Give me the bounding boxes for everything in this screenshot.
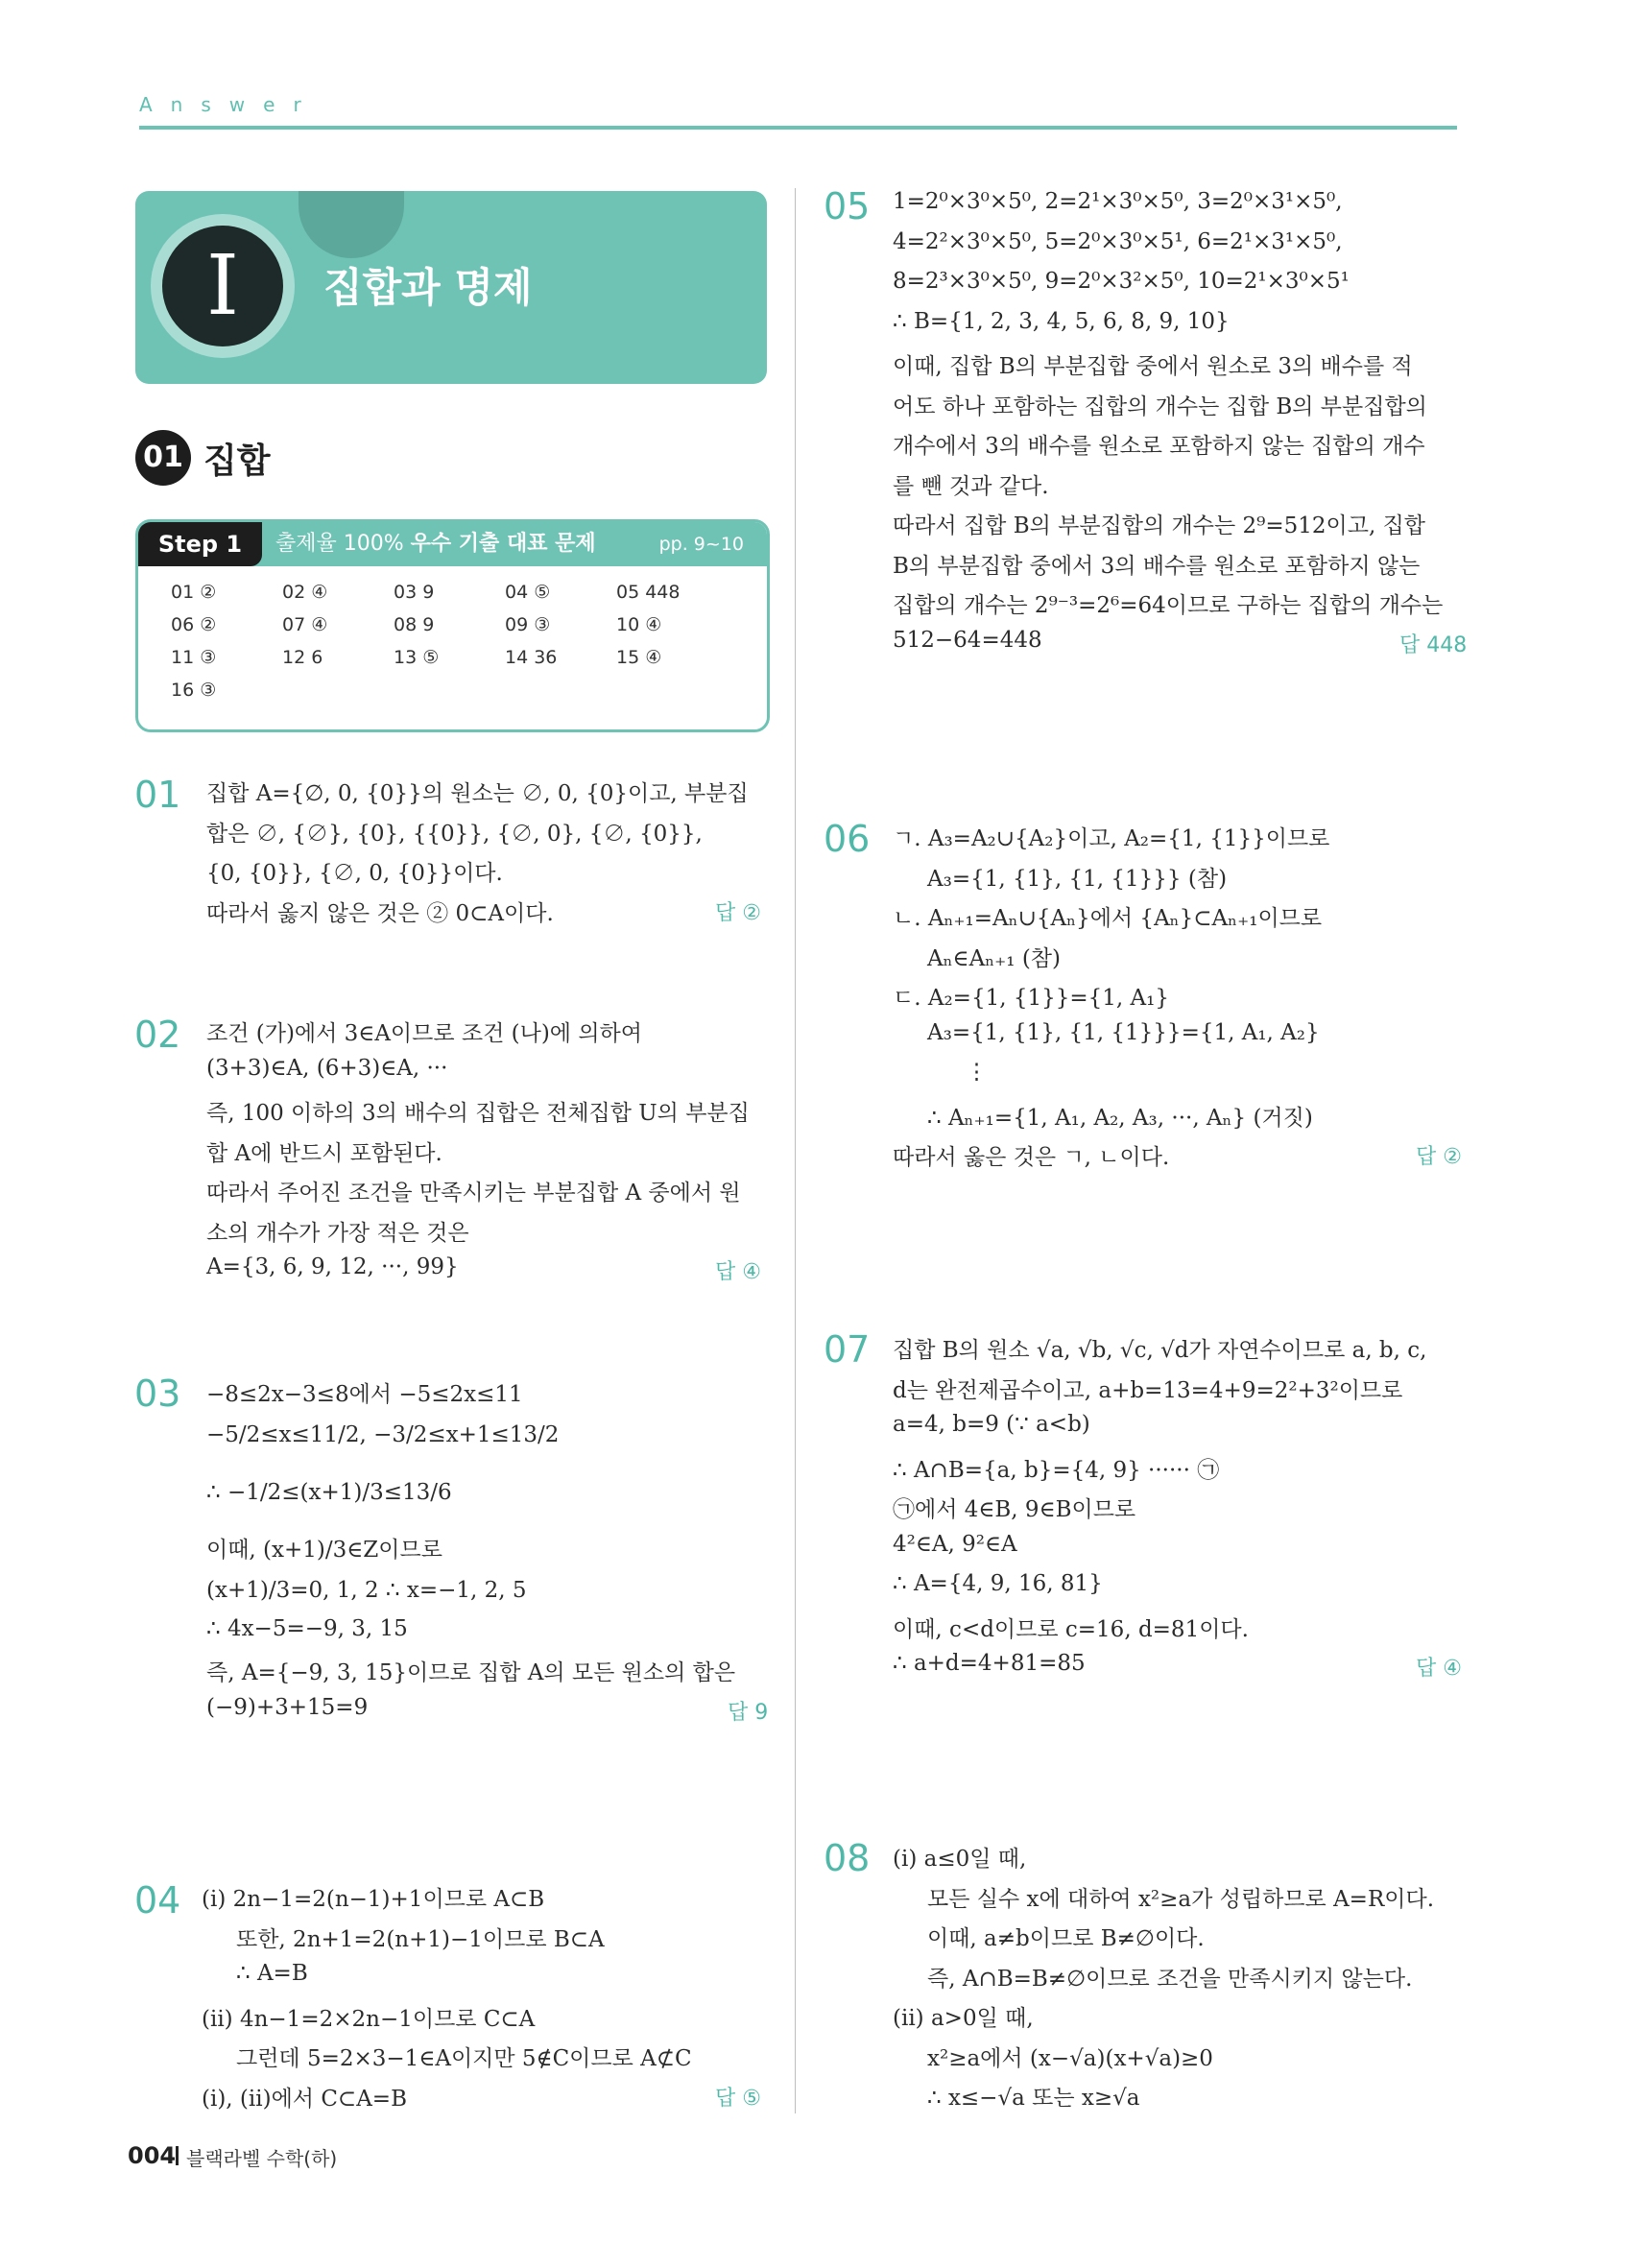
step-answer-item: 16 ③: [171, 680, 217, 701]
step-answer-item: 01 ②: [171, 582, 217, 603]
step-answer-item: 13 ⑤: [394, 647, 440, 668]
solution-line: ∴ A=B: [236, 1961, 308, 1986]
header-label: Answer: [139, 93, 320, 116]
solution-line: 집합의 개수는 2⁹⁻³=2⁶=64이므로 구하는 집합의 개수는: [893, 593, 1444, 618]
solution-line: A={3, 6, 9, 12, ···, 99}: [206, 1254, 459, 1279]
step-answer-item: 09 ③: [505, 614, 551, 635]
answer-label: 답 ⑤: [715, 2086, 761, 2111]
step-answer-item: 10 ④: [616, 614, 662, 635]
solution-line: (i) 2n−1=2(n−1)+1이므로 A⊂B: [202, 1887, 545, 1912]
step-answer-item: 02 ④: [282, 582, 328, 603]
footer-book-title: 블랙라벨 수학(하): [186, 2147, 338, 2170]
step-desc-plain: 출제율 100%: [275, 532, 411, 556]
answer-label: 답 ②: [1416, 1145, 1462, 1169]
chapter-numeral: I: [162, 226, 283, 346]
solution-line: ∴ A={4, 9, 16, 81}: [893, 1571, 1103, 1596]
solution-line: ∴ Aₙ₊₁={1, A₁, A₂, A₃, ···, Aₙ} (거짓): [927, 1105, 1313, 1131]
solution-line: 어도 하나 포함하는 집합의 개수는 집합 B의 부분집합의: [893, 394, 1427, 419]
solution-line: A₃={1, {1}, {1, {1}}}={1, A₁, A₂}: [927, 1019, 1320, 1045]
solution-line: x²≥a에서 (x−√a)(x+√a)≥0: [927, 2045, 1213, 2071]
step-answer-item: 14 36: [505, 647, 558, 668]
problem-number: 03: [134, 1373, 181, 1415]
answer-label: 답 ④: [715, 1260, 761, 1284]
footer-separator: [176, 2146, 179, 2165]
solution-line: (i) a≤0일 때,: [893, 1847, 1027, 1872]
solution-line: 소의 개수가 가장 적은 것은: [206, 1220, 469, 1246]
step-answer-item: 05 448: [616, 582, 681, 603]
step-answer-item: 03 9: [394, 582, 435, 603]
solution-line: 모든 실수 x에 대하여 x²≥a가 성립하므로 A=R이다.: [927, 1886, 1435, 1912]
banner-decoration: [299, 191, 404, 258]
solution-line: ∴ −1/2≤(x+1)/3≤13/6: [206, 1480, 452, 1505]
solution-line: ∴ B={1, 2, 3, 4, 5, 6, 8, 9, 10}: [893, 308, 1230, 334]
solution-line: ⋮: [966, 1060, 988, 1085]
problem-number: 02: [134, 1014, 181, 1056]
problem-number: 07: [824, 1328, 871, 1371]
solution-line: 또한, 2n+1=2(n+1)−1이므로 B⊂A: [236, 1926, 605, 1952]
solution-line: 512−64=448: [893, 627, 1042, 653]
footer-page-number: 004: [128, 2142, 177, 2169]
solution-line: {0, {0}}, {∅, 0, {0}}이다.: [206, 861, 503, 886]
solution-line: −5/2≤x≤11/2, −3/2≤x+1≤13/2: [206, 1422, 560, 1447]
solution-line: 4=2²×3⁰×5⁰, 5=2⁰×3⁰×5¹, 6=2¹×3¹×5⁰,: [893, 228, 1343, 254]
step-answer-item: 06 ②: [171, 614, 217, 635]
solution-line: 합 A에 반드시 포함된다.: [206, 1140, 442, 1166]
step-label: Step 1: [138, 522, 262, 566]
step-answer-item: 12 6: [282, 647, 323, 668]
step-answer-item: 11 ③: [171, 647, 217, 668]
solution-line: (x+1)/3=0, 1, 2 ∴ x=−1, 2, 5: [206, 1578, 527, 1603]
solution-line: 를 뺀 것과 같다.: [893, 473, 1049, 499]
solution-line: (i), (ii)에서 C⊂A=B: [202, 2086, 407, 2112]
answer-label: 답 9: [728, 1701, 769, 1725]
header-rule: [139, 126, 1457, 130]
chapter-banner: [135, 191, 767, 384]
solution-line: (−9)+3+15=9: [206, 1695, 369, 1720]
solution-line: a=4, b=9 (∵ a<b): [893, 1412, 1090, 1437]
step-description: [275, 522, 596, 566]
solution-line: 따라서 집합 B의 부분집합의 개수는 2⁹=512이고, 집합: [893, 513, 1426, 538]
solution-line: 따라서 주어진 조건을 만족시키는 부분집합 A 중에서 원: [206, 1181, 741, 1206]
solution-line: 조건 (가)에서 3∈A이므로 조건 (나)에 의하여: [206, 1021, 642, 1046]
step-pages: pp. 9~10: [658, 534, 744, 555]
solution-line: 즉, A={−9, 3, 15}이므로 집합 A의 모든 원소의 합은: [206, 1660, 736, 1685]
solution-line: A₃={1, {1}, {1, {1}}} (참): [927, 866, 1228, 892]
step-answer-item: 04 ⑤: [505, 582, 551, 603]
solution-line: 이때, (x+1)/3∈Z이므로: [206, 1538, 442, 1563]
solution-line: ∴ x≤−√a 또는 x≥√a: [927, 2086, 1140, 2111]
solution-line: 집합 A={∅, 0, {0}}의 원소는 ∅, 0, {0}이고, 부분집: [206, 781, 749, 806]
solution-line: 즉, 100 이하의 3의 배수의 집합은 전체집합 U의 부분집: [206, 1101, 750, 1126]
solution-line: ∴ 4x−5=−9, 3, 15: [206, 1616, 408, 1641]
answer-label: 답 ④: [1416, 1657, 1462, 1681]
solution-line: −8≤2x−3≤8에서 −5≤2x≤11: [206, 1382, 523, 1407]
solution-line: 즉, A∩B=B≠∅이므로 조건을 만족시키지 않는다.: [927, 1966, 1413, 1992]
solution-line: d는 완전제곱수이고, a+b=13=4+9=2²+3²이므로: [893, 1377, 1403, 1403]
answer-label: 답 448: [1399, 633, 1468, 657]
solution-line: (ii) 4n−1=2×2n−1이므로 C⊂A: [202, 2006, 536, 2032]
problem-number: 05: [824, 185, 871, 227]
step-desc-bold: 우수 기출 대표 문제: [410, 532, 596, 556]
solution-line: 1=2⁰×3⁰×5⁰, 2=2¹×3⁰×5⁰, 3=2⁰×3¹×5⁰,: [893, 189, 1343, 214]
solution-line: ∴ a+d=4+81=85: [893, 1651, 1086, 1676]
answer-label: 답 ②: [715, 900, 761, 925]
step-answer-box: [135, 519, 770, 732]
solution-line: ㄱ. A₃=A₂∪{A₂}이고, A₂={1, {1}}이므로: [893, 826, 1330, 851]
problem-number: 06: [824, 818, 871, 860]
solution-line: ㄷ. A₂={1, {1}}={1, A₁}: [893, 986, 1169, 1011]
step-header: [138, 522, 767, 566]
solution-line: Aₙ∈Aₙ₊₁ (참): [927, 945, 1061, 971]
solution-line: 이때, 집합 B의 부분집합 중에서 원소로 3의 배수를 적: [893, 354, 1413, 379]
step-answer-item: 15 ④: [616, 647, 662, 668]
solution-line: 합은 ∅, {∅}, {0}, {{0}}, {∅, 0}, {∅, {0}},: [206, 821, 703, 847]
solution-line: 4²∈A, 9²∈A: [893, 1531, 1017, 1557]
solution-line: 8=2³×3⁰×5⁰, 9=2⁰×3²×5⁰, 10=2¹×3⁰×5¹: [893, 269, 1350, 294]
chapter-title: 집합과 명제: [323, 264, 533, 311]
solution-line: 따라서 옳은 것은 ㄱ, ㄴ이다.: [893, 1145, 1170, 1170]
solution-line: 따라서 옳지 않은 것은 ② 0⊂A이다.: [206, 900, 554, 926]
solution-line: 그런데 5=2×3−1∈A이지만 5∉C이므로 A⊄C: [236, 2046, 692, 2071]
problem-number: 01: [134, 774, 181, 816]
problem-number: 04: [134, 1879, 181, 1922]
problem-number: 08: [824, 1837, 871, 1879]
solution-line: ∴ A∩B={a, b}={4, 9} ······ ㉠: [893, 1457, 1220, 1483]
solution-line: (ii) a>0일 때,: [893, 2006, 1034, 2031]
solution-line: ㉠에서 4∈B, 9∈B이므로: [893, 1497, 1136, 1522]
solution-line: B의 부분집합 중에서 3의 배수를 원소로 포함하지 않는: [893, 553, 1421, 579]
column-divider: [795, 188, 796, 2113]
solution-line: 개수에서 3의 배수를 원소로 포함하지 않는 집합의 개수: [893, 434, 1425, 459]
solution-line: 이때, a≠b이므로 B≠∅이다.: [927, 1926, 1205, 1951]
solution-line: ㄴ. Aₙ₊₁=Aₙ∪{Aₙ}에서 {Aₙ}⊂Aₙ₊₁이므로: [893, 906, 1323, 931]
solution-line: 이때, c<d이므로 c=16, d=81이다.: [893, 1616, 1249, 1642]
section-title: 집합: [203, 442, 271, 481]
step-answer-item: 07 ④: [282, 614, 328, 635]
step-answer-item: 08 9: [394, 614, 435, 635]
solution-line: 집합 B의 원소 √a, √b, √c, √d가 자연수이므로 a, b, c,: [893, 1338, 1427, 1363]
section-number-badge: 01: [135, 430, 191, 486]
solution-line: (3+3)∈A, (6+3)∈A, ···: [206, 1055, 448, 1081]
